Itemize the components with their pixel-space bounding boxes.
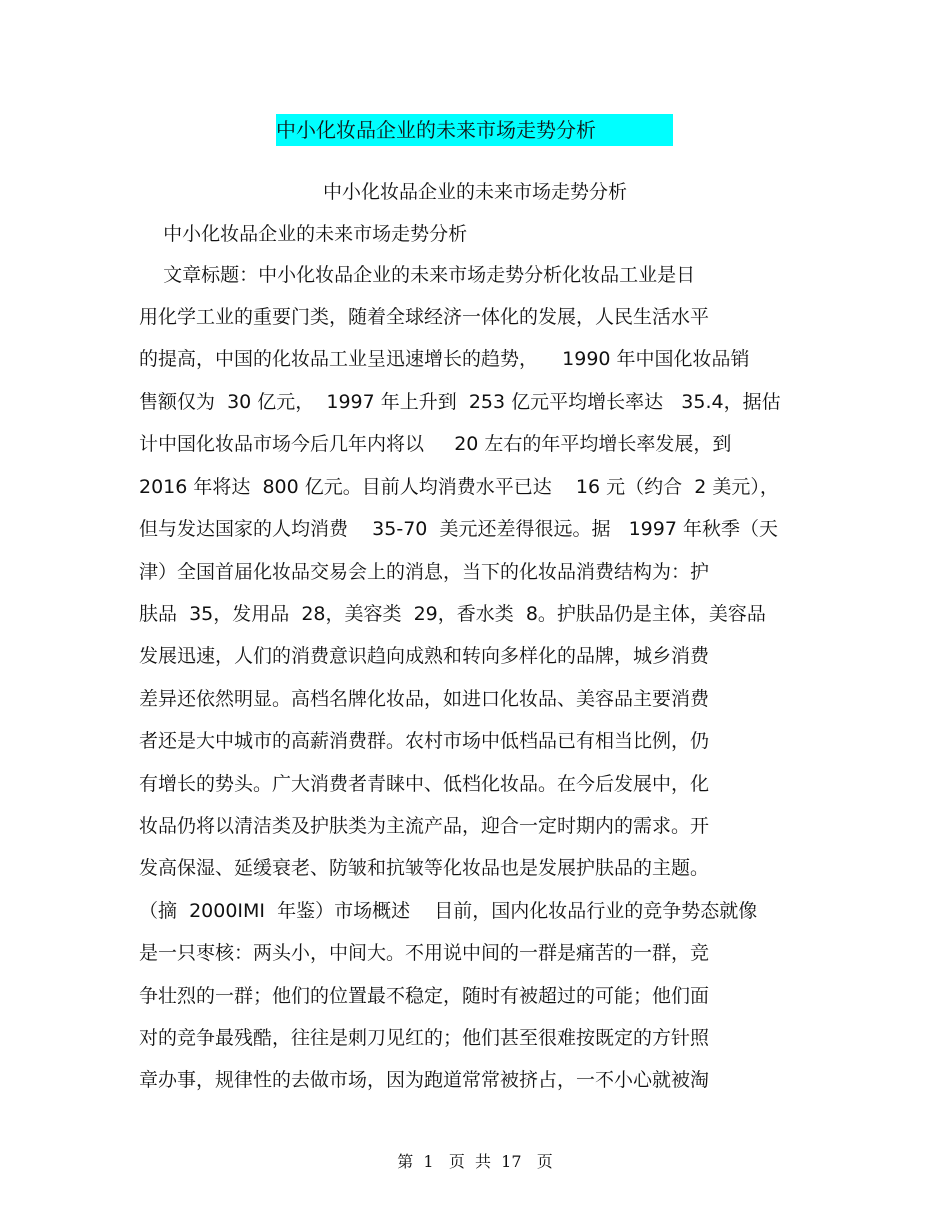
- body-line: 对的竞争最残酷，往往是刺刀见红的；他们甚至很难按既定的方针照: [139, 1027, 710, 1049]
- document-subtitle: 中小化妆品企业的未来市场走势分析: [322, 181, 627, 203]
- body-line: 中小化妆品企业的未来市场走势分析: [139, 223, 468, 245]
- body-line: （摘 2000IMI 年鉴）市场概述 目前，国内化妆品行业的竞争势态就像: [139, 900, 758, 922]
- body-line: 发展迅速，人们的消费意识趋向成熟和转向多样化的品牌，城乡消费: [139, 645, 710, 667]
- body-line: 争壮烈的一群；他们的位置最不稳定，随时有被超过的可能；他们面: [139, 985, 710, 1007]
- body-line: 用化学工业的重要门类，随着全球经济一体化的发展，人民生活水平: [139, 306, 710, 328]
- body-line: 津）全国首届化妆品交易会上的消息，当下的化妆品消费结构为：护: [139, 561, 710, 583]
- body-line: 章办事，规律性的去做市场，因为跑道常常被挤占，一不小心就被淘: [139, 1069, 710, 1091]
- body-line: 但与发达国家的人均消费 35-70 美元还差得很远。据 1997 年秋季（天: [139, 518, 778, 540]
- body-line: 差异还依然明显。高档名牌化妆品，如进口化妆品、美容品主要消费: [139, 688, 710, 710]
- body-line: 售额仅为 30 亿元， 1997 年上升到 253 亿元平均增长率达 35.4，据估: [139, 391, 781, 413]
- body-line: 计中国化妆品市场今后几年内将以 20 左右的年平均增长率发展，到: [139, 433, 732, 455]
- body-line: 文章标题：中小化妆品企业的未来市场走势分析化妆品工业是日: [139, 264, 696, 286]
- body-line: 2016 年将达 800 亿元。目前人均消费水平已达 16 元（约合 2 美元），: [139, 476, 779, 498]
- body-line: 有增长的势头。广大消费者青睐中、低档化妆品。在今后发展中，化: [139, 773, 710, 795]
- body-line: 的提高，中国的化妆品工业呈迅速增长的趋势， 1990 年中国化妆品销: [139, 348, 750, 370]
- body-line: 发高保湿、延缓衰老、防皱和抗皱等化妆品也是发展护肤品的主题。: [139, 857, 710, 879]
- body-line: 者还是大中城市的高薪消费群。农村市场中低档品已有相当比例，仍: [139, 730, 710, 752]
- body-line: 是一只枣核：两头小，中间大。不用说中间的一群是痛苦的一群，竞: [139, 942, 710, 964]
- document-title: 中小化妆品企业的未来市场走势分析: [276, 114, 673, 146]
- body-line: 妆品仍将以清洁类及护肤类为主流产品，迎合一定时期内的需求。开: [139, 815, 710, 837]
- page-footer: 第 1 页 共 17 页: [397, 1152, 553, 1171]
- body-line: 肤品 35，发用品 28，美容类 29，香水类 8。护肤品仍是主体，美容品: [139, 603, 766, 625]
